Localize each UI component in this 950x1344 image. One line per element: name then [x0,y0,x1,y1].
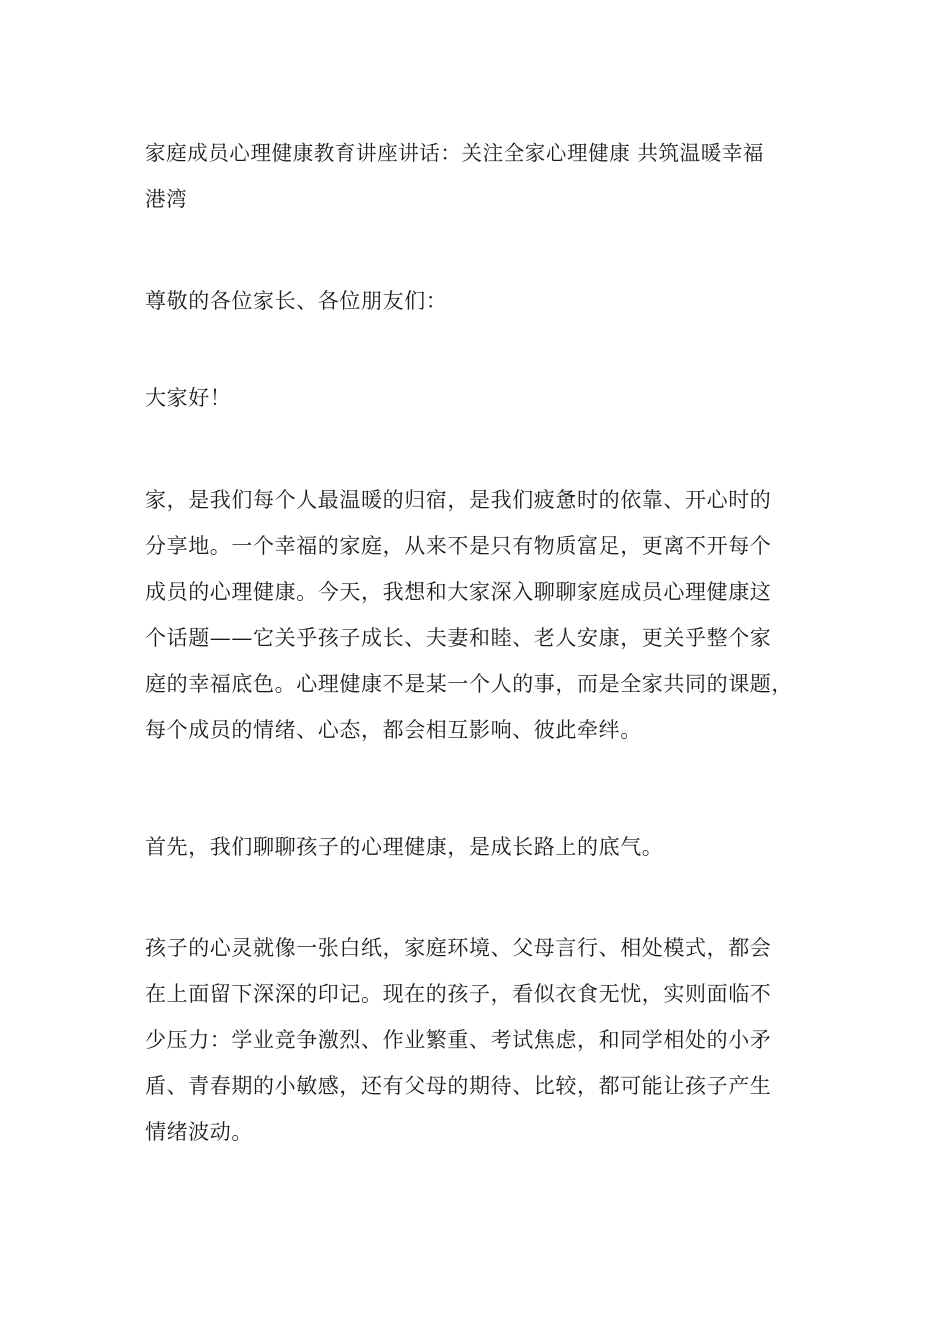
intro-paragraph: 家，是我们每个人最温暖的归宿，是我们疲惫时的依靠、开心时的 分享地。一个幸福的家庭，从来不是只有物质富足，更离不开每个 成员的心理健康。今天，我想和大家深入聊聊家庭成员心理健康这 个话题——它关乎孩子成长、夫妻和睦、老人安康，更关乎整个家 庭的幸福底色。心理健康不是某一个人的事，而是全家共同的课题， 每个成员的情绪、心态，都会相互影响、彼此牵绊。 [145,488,793,742]
children-paragraph: 孩子的心灵就像一张白纸，家庭环境、父母言行、相处模式，都会 在上面留下深深的印记。现在的孩子，看似衣食无忧，实则面临不 少压力：学业竞争激烈、作业繁重、考试焦虑，和同学相处的小矛 盾、青春期的小敏感，还有父母的期待、比较，都可能让孩子产生 情绪波动。 [145,936,772,1144]
document-title: 家庭成员心理健康教育讲座讲话：关注全家心理健康 共筑温暖幸福 港湾 [145,141,765,211]
greeting-paragraph: 大家好！ [145,386,232,410]
section-heading-children: 首先，我们聊聊孩子的心理健康，是成长路上的底气。 [145,835,664,859]
salutation-paragraph: 尊敬的各位家长、各位朋友们： [145,289,448,313]
